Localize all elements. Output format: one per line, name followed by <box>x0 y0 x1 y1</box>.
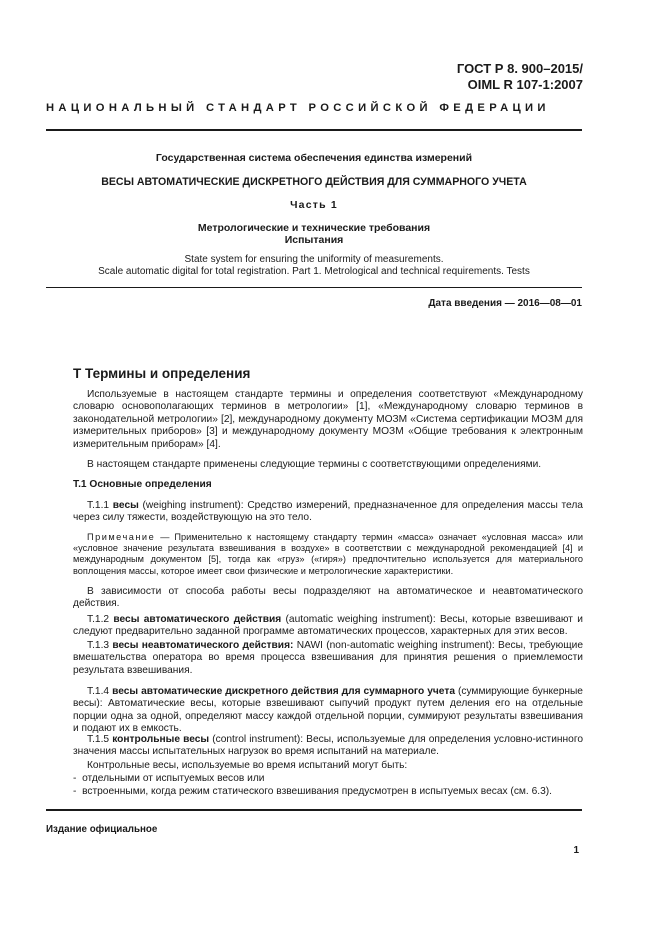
definition-t15-term: контрольные весы <box>112 734 210 745</box>
english-title-line2: Scale automatic digital for total registration. Part 1. Metrological and technical requirements. Tests <box>98 266 530 277</box>
bottom-divider <box>46 809 582 811</box>
definition-t12-text: (automatic weighing instrument): Весы, которые взвешивают и следуют предварительно заданной программе автоматических процессов, характерных для этих весов. <box>73 614 583 638</box>
document-code-line1: ГОСТ Р 8. 900–2015/ <box>456 61 583 76</box>
title-divider <box>46 287 582 288</box>
definition-t13-text: NAWI (non-automatic weighing instrument): Весы, требующие вмешательства оператора во время процесса взвешивания для принятия решения о приемлемости результата взвешивания. <box>73 640 583 676</box>
paragraph-control-scales: Контрольные весы, используемые во время испытаний могут быть: <box>87 760 408 771</box>
definition-t13 <box>73 640 583 677</box>
definition-t13-term: весы неавтоматического действия: <box>112 640 294 651</box>
definition-t11 <box>73 500 583 525</box>
subtitle-line2: Испытания <box>284 234 344 246</box>
subtitle <box>46 222 582 246</box>
definition-t15 <box>73 734 583 759</box>
definition-t11-number: Т.1.1 <box>87 500 110 511</box>
definition-t11-text: (weighing instrument): Средство измерений, предназначенное для определения массы тела через силу тяжести, воздействующую на это тело. <box>73 500 583 524</box>
document-code <box>457 61 583 93</box>
subsection-heading: Т.1 Основные определения <box>73 479 212 490</box>
document-code-line2: OIML R 107-1:2007 <box>467 77 583 92</box>
definition-t15-number: Т.1.5 <box>87 734 110 745</box>
definition-t14-number: Т.1.4 <box>87 686 110 697</box>
list-bullet: - <box>73 786 83 797</box>
national-standard-banner: НАЦИОНАЛЬНЫЙ СТАНДАРТ РОССИЙСКОЙ ФЕДЕРАЦИИ <box>46 102 550 114</box>
list-bullet: - <box>73 773 83 784</box>
note-label: Примечание <box>87 532 156 542</box>
page-number: 1 <box>573 845 579 856</box>
paragraph-terms-sources: Используемые в настоящем стандарте термины и определения соответствуют «Международному словарю основополагающих терминов в метрологии» [1], «Международному словарю терминов в законодательной метрологии» [2], международному документу МОЗМ «Система сертификации МОЗМ для измерительных приборов» [3] и международному документу МОЗМ «Общие требования к электронным измерительным приборам» [4]. <box>73 389 583 450</box>
english-title-line1: State system for ensuring the uniformity of measurements. <box>184 254 444 265</box>
english-title <box>46 254 582 278</box>
definition-t12-number: Т.1.2 <box>87 614 110 625</box>
official-edition: Издание официальное <box>46 824 158 835</box>
effective-date: Дата введения — 2016—08—01 <box>428 298 582 309</box>
list-item-text: отдельными от испытуемых весов или <box>82 773 265 784</box>
part-title: Часть 1 <box>290 199 338 211</box>
system-title: Государственная система обеспечения единства измерений <box>155 152 473 164</box>
definition-t14-text: (суммирующие бункерные весы): Автоматические весы, которые взвешивают сыпучий продукт путем деления его на отдельные порции одна за одной, определяют массу каждой отдельной порции, суммируют результаты взвешивания и подают их в емкость. <box>73 686 583 735</box>
definition-t14-term: весы автоматические дискретного действия для суммарного учета <box>112 686 455 697</box>
definition-t12-term: весы автоматического действия <box>113 614 282 625</box>
paragraph-classification: В зависимости от способа работы весы подразделяют на автоматическое и неавтоматического действия. <box>73 586 583 610</box>
list-item <box>73 786 583 798</box>
main-title: ВЕСЫ АВТОМАТИЧЕСКИЕ ДИСКРЕТНОГО ДЕЙСТВИЯ ДЛЯ СУММАРНОГО УЧЕТА <box>101 176 527 188</box>
definition-t11-term: весы <box>112 500 139 511</box>
subtitle-line1: Метрологические и технические требования <box>197 222 431 234</box>
note-text: — Применительно к настоящему стандарту термин «масса» означает «условная масса» или «условное значение результата взвешивания в воздухе» в соответствии с международной рекомендацией [4] и международным документом [5], тогда как «груз» («гиря») предпочтительно используется для материального воплощения массы, которое имеет свои физические и метрологические характеристики. <box>73 532 583 576</box>
section-heading: Т Термины и определения <box>73 366 251 381</box>
definition-t14 <box>73 686 583 736</box>
note-block <box>73 532 583 577</box>
definition-t15-text: (control instrument): Весы, используемые для определения условно-истинного значения массы испытательных нагрузок во время испытаний на материале. <box>73 734 583 758</box>
paragraph-terms-intro: В настоящем стандарте применены следующие термины с соответствующими определениями. <box>87 459 542 470</box>
top-divider <box>46 129 582 131</box>
definition-t12 <box>73 614 583 639</box>
list-item <box>73 773 583 785</box>
definition-t13-number: Т.1.3 <box>87 640 110 651</box>
list-item-text: встроенными, когда режим статического взвешивания предусмотрен в испытуемых весах (см. 6.3). <box>82 786 552 797</box>
